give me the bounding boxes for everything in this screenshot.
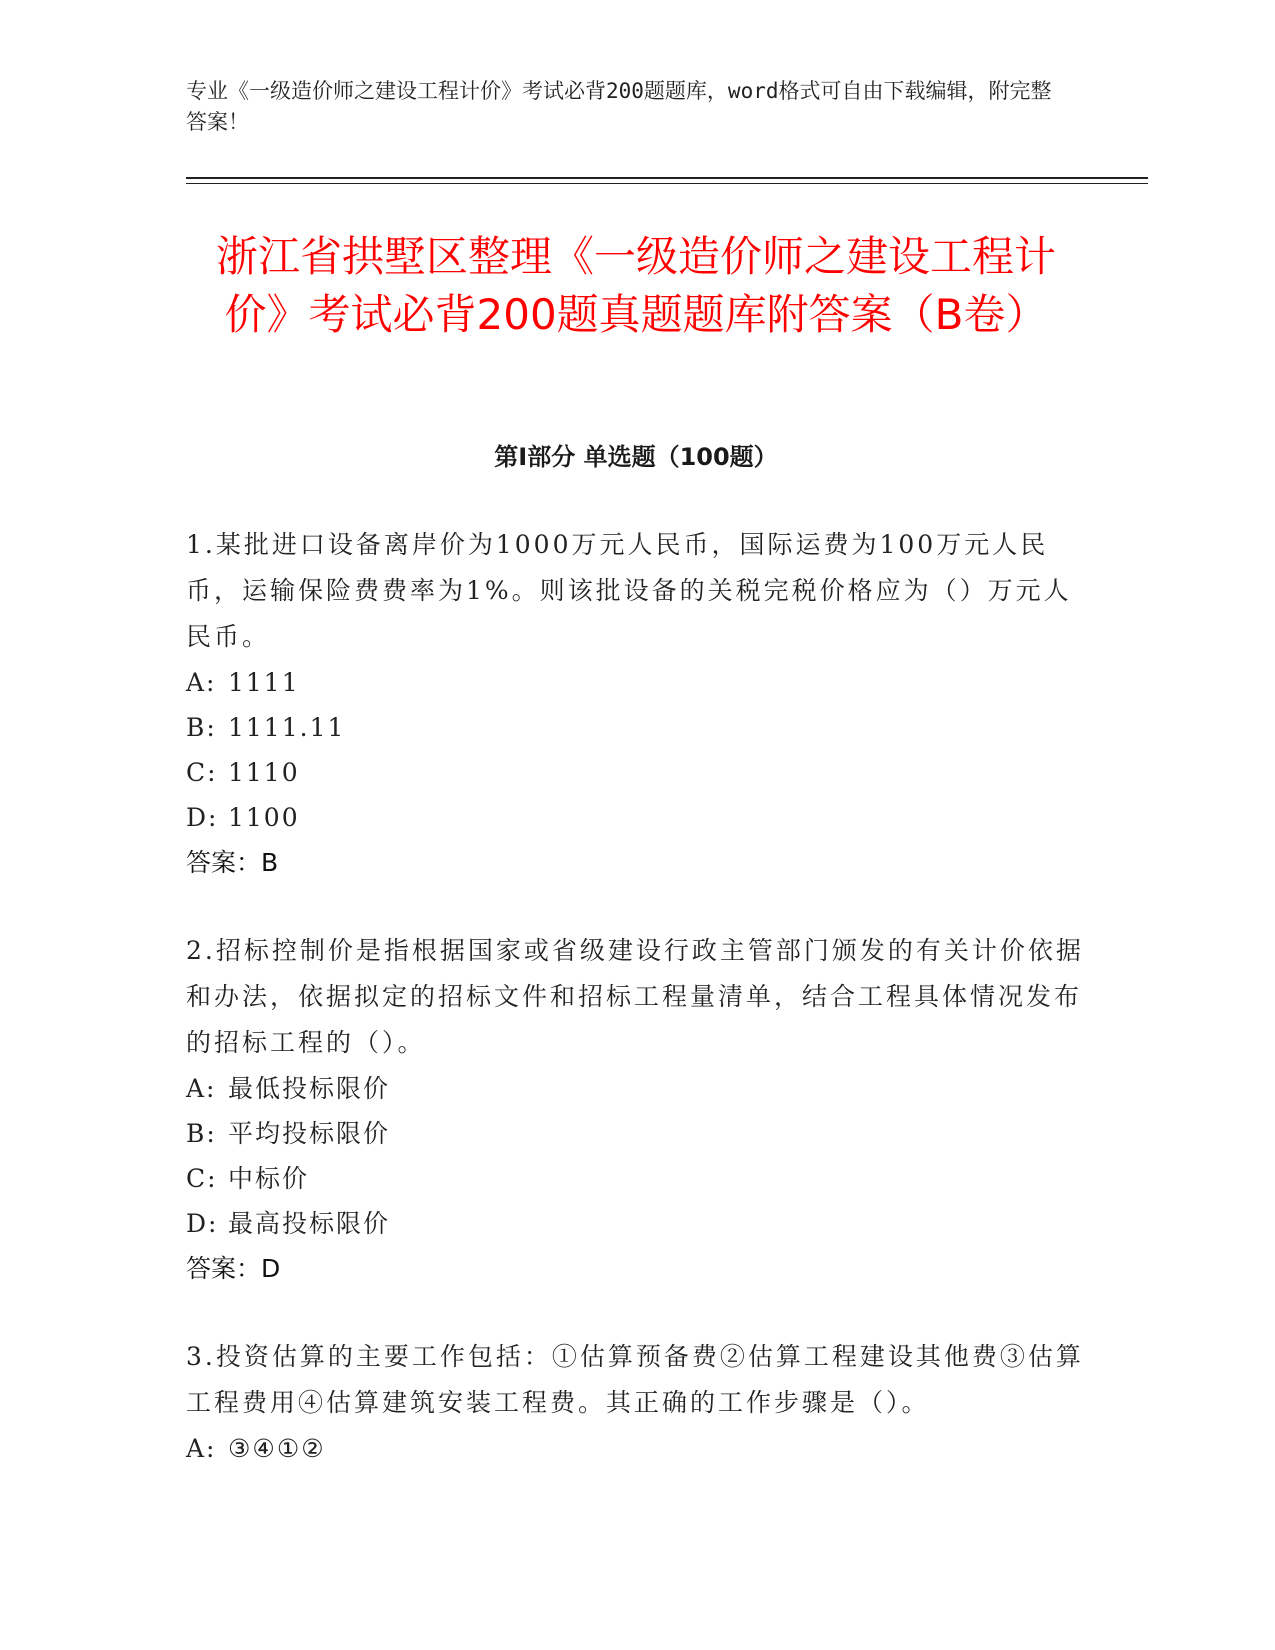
question-3 [186,1334,1086,1471]
option-letter: A: [186,1074,217,1103]
option-letter: B: [186,1119,217,1148]
option-text: 中标价 [228,1164,310,1193]
option-letter: C: [186,1164,218,1193]
option-letter: A: [186,1434,217,1463]
option-c [186,1156,1086,1201]
option-d [186,1201,1086,1246]
option-b [186,705,1086,750]
document-title: 浙江省拱墅区整理《一级造价师之建设工程计价》考试必背200题真题题库附答案（B卷） [215,232,1056,339]
option-letter: D: [186,803,219,832]
option-d [186,795,1086,840]
option-c [186,750,1086,795]
question-1 [186,522,1086,886]
option-text: 1110 [228,758,300,787]
option-letter: A: [186,668,217,697]
question-stem: 2.招标控制价是指根据国家或省级建设行政主管部门颁发的有关计价依据和办法，依据拟定的招标文件和招标工程量清单，结合工程具体情况发布的招标工程的（）。 [186,936,1084,1057]
option-text: 1111 [228,668,300,697]
option-text: ③④①② [228,1434,326,1463]
question-2 [186,928,1086,1292]
question-stem: 1.某批进口设备离岸价为1000万元人民币，国际运费为100万元人民币，运输保险费费率为1%。则该批设备的关税完税价格应为（）万元人民币。 [186,530,1072,651]
option-letter: C: [186,758,218,787]
section-heading: 第I部分 单选题（100题） [494,443,778,471]
header-divider-thick [186,177,1148,179]
option-text: 最高投标限价 [228,1209,391,1238]
option-text: 1100 [228,803,300,832]
option-a [186,660,1086,705]
header-divider-thin [186,183,1148,184]
answer-line: 答案：D [186,1254,281,1283]
answer-line: 答案：B [186,848,279,877]
option-a [186,1426,1086,1471]
header-note: 专业《一级造价师之建设工程计价》考试必背200题题库，word格式可自由下载编辑，附完整答案！ [186,79,1052,134]
option-letter: D: [186,1209,219,1238]
question-stem: 3.投资估算的主要工作包括：①估算预备费②估算工程建设其他费③估算工程费用④估算建筑安装工程费。其正确的工作步骤是（）。 [186,1342,1084,1417]
option-letter: B: [186,713,217,742]
option-text: 最低投标限价 [228,1074,391,1103]
option-text: 1111.11 [228,713,346,742]
option-a [186,1066,1086,1111]
option-b [186,1111,1086,1156]
option-text: 平均投标限价 [228,1119,391,1148]
